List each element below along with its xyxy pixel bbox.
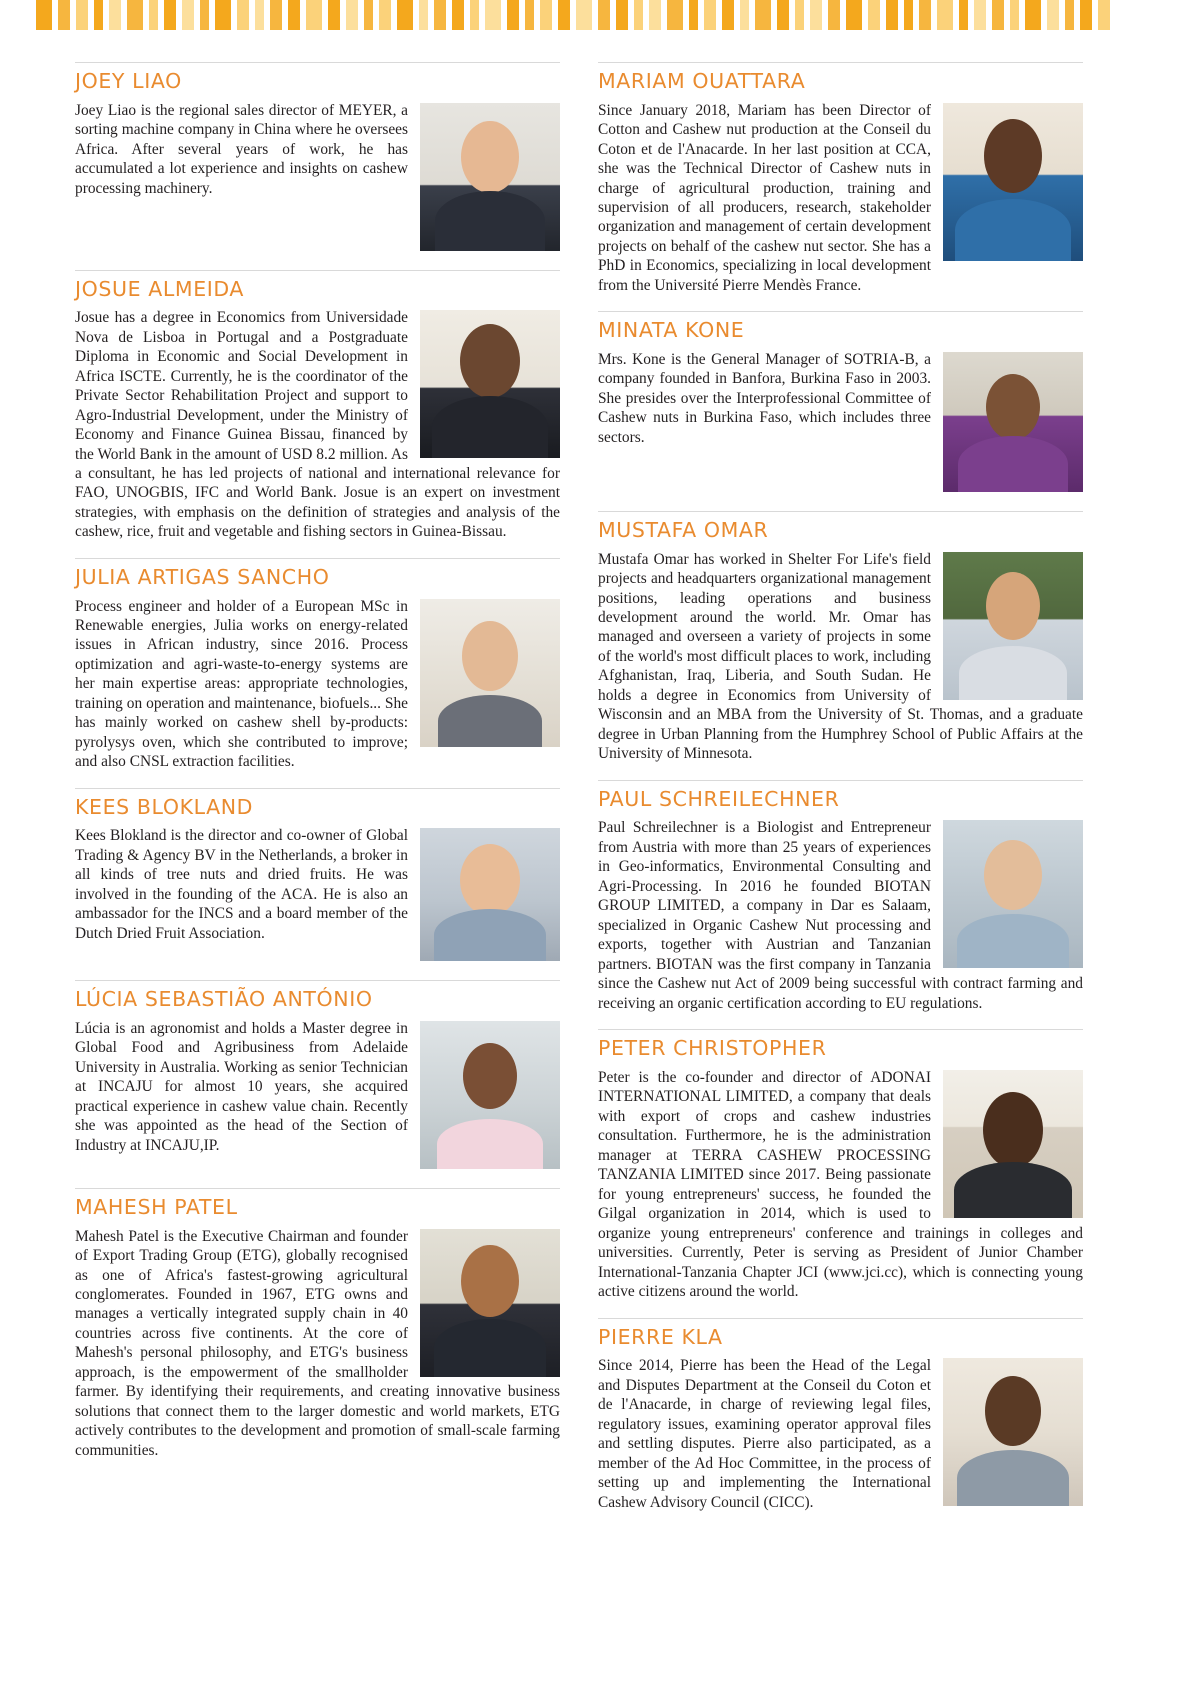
left-column <box>75 62 560 1528</box>
stripe-segment <box>485 0 501 30</box>
stripe-segment <box>270 0 282 30</box>
stripe-segment <box>200 0 209 30</box>
bio-text: Mrs. Kone is the General Manager of SOTRIA-B, a company founded in Banfora, Burkina Faso in 2003. She presides over the Interprofessional Committee of Cashew nuts in Burkina Faso, which includes three sectors. <box>598 350 931 446</box>
bio-entry-pierre-kla <box>598 1318 1083 1512</box>
stripe-segment <box>992 0 1004 30</box>
bio-name: MAHESH PATEL <box>75 1194 238 1219</box>
bio-entry-julia-artigas-sancho <box>75 558 560 772</box>
bio-name: JULIA ARTIGAS SANCHO <box>75 564 330 589</box>
divider <box>75 270 560 271</box>
stripe-segment <box>1080 0 1092 30</box>
bio-name: PAUL SCHREILECHNER <box>598 786 840 811</box>
stripe-segment <box>919 0 931 30</box>
bio-text: Josue has a degree in Economics from Universidade Nova de Lisboa in Portugal and a Postgraduate Diploma in Economic and Social Development in Africa ISCTE. Currently, he is the coordinator of the Private Sector Rehabilitation Project and support to Agro-Industrial Development, under the Ministry of Economy and Finance Guinea Bissau, financed by the World Bank in the amount of USD 8.2 million. As a consultant, he has led projects of national and international relevance for FAO, UNOGBIS, IFC and World Bank. Josue is an expert on investment strategies, with emphasis on the definition of strategies and analysis of the cashew, rice, fruit and vegetable and fishing sectors in Guinea-Bissau. <box>75 309 560 541</box>
portrait-face-shape <box>986 374 1040 440</box>
portrait-body-shape <box>957 914 1069 968</box>
stripe-segment <box>777 0 789 30</box>
stripe-segment <box>704 0 716 30</box>
stripe-segment <box>328 0 340 30</box>
stripe-segment <box>452 0 464 30</box>
stripe-segment <box>1065 0 1074 30</box>
portrait-joey-liao <box>420 103 560 251</box>
stripe-segment <box>127 0 143 30</box>
bio-entry-lucia-sebastiao-antonio <box>75 980 560 1172</box>
portrait-mariam-ouattara <box>943 103 1083 261</box>
stripe-segment <box>740 0 749 30</box>
portrait-josue-almeida <box>420 310 560 458</box>
stripe-segment <box>795 0 804 30</box>
stripe-segment <box>346 0 358 30</box>
portrait-face-shape <box>984 119 1042 193</box>
divider <box>75 558 560 559</box>
divider <box>598 780 1083 781</box>
bio-entry-minata-kone <box>598 311 1083 495</box>
stripe-segment <box>434 0 446 30</box>
bio-entry-peter-christopher <box>598 1029 1083 1301</box>
stripe-segment <box>616 0 628 30</box>
portrait-body-shape <box>957 1450 1069 1506</box>
bio-text: Since 2014, Pierre has been the Head of the Legal and Disputes Department at the Conseil du Coton et de l'Anacarde, in charge of reviewing legal files, regulatory issues, examining operator approval files and settling disputes. Pierre also participated, as a member of the Ad Hoc Committee, in the process of setting up and implementing the International Cashew Advisory Council (CICC). <box>598 1357 931 1511</box>
bio-entry-mariam-ouattara <box>598 62 1083 295</box>
portrait-body-shape <box>432 396 548 458</box>
bio-entry-josue-almeida <box>75 270 560 542</box>
stripe-segment <box>828 0 840 30</box>
divider <box>75 1188 560 1189</box>
stripe-segment <box>937 0 953 30</box>
portrait-body-shape <box>434 909 546 961</box>
bio-text: Lúcia is an agronomist and holds a Master degree in Global Food and Agribusiness from Adelaide University in Australia. Working as senior Technician at INCAJU for almost 10 years, she acquired practical experience in cashew value chain. Recently she was appointed as the head of the Section of Industry at INCAJU,IP. <box>75 1019 408 1154</box>
stripe-segment <box>1010 0 1019 30</box>
portrait-face-shape <box>462 621 518 691</box>
stripe-segment <box>886 0 898 30</box>
stripe-segment <box>846 0 862 30</box>
stripe-segment <box>576 0 592 30</box>
speaker-bios-page <box>0 62 1190 1528</box>
portrait-minata-kone <box>943 352 1083 492</box>
bio-text: Since January 2018, Mariam has been Director of Cotton and Cashew nut production at the Conseil du Coton et de l'Anacarde. In her last position at CCA, she was the Technical Director of Cashew nuts in charge of agricultural production, training and supervision of all producers, research, stakeholder organization and management of certain development projects on behalf of the cashew nut sector. She has a PhD in Economics, specializing in local development from the Université Pierre Mendès France. <box>598 101 931 294</box>
portrait-face-shape <box>460 844 520 916</box>
bio-entry-joey-liao <box>75 62 560 254</box>
stripe-segment <box>868 0 880 30</box>
bio-text: Paul Schreilechner is a Biologist and Entrepreneur from Austria with more than 25 years of experiences in Geo-informatics, Environmental Consulting and Agri-Processing. In 2016 he founded BIOTAN GROUP LIMITED, a company in Dar es Salaam, specialized in Organic Cashew Nut processing and exports, together with Austrian and Tanzanian partners. BIOTAN was the first company in Tanzania since the Cashew nut Act of 2009 being successful with contract farming and receiving an organic certification according to EU regulations. <box>598 819 1083 1012</box>
stripe-segment <box>540 0 552 30</box>
stripe-segment <box>379 0 391 30</box>
bio-entry-mustafa-omar <box>598 511 1083 764</box>
portrait-pierre-kla <box>943 1358 1083 1506</box>
divider <box>75 980 560 981</box>
bio-entry-mahesh-patel <box>75 1188 560 1460</box>
stripe-segment <box>1098 0 1110 30</box>
stripe-segment <box>306 0 322 30</box>
divider <box>598 1318 1083 1319</box>
stripe-segment <box>419 0 428 30</box>
portrait-face-shape <box>461 1245 519 1317</box>
bio-text: Process engineer and holder of a European MSc in Renewable energies, Julia works on energy-related issues in African industry, since 2016. Process optimization and agri-waste-to-energy systems are her main expertise areas: appropriate technologies, training on operation and maintenance, biofuels... She has mainly worked on cashew shell by-products: pyrolysys oven, which she contributed to improve; and also CNSL extraction facilities. <box>75 597 408 771</box>
portrait-face-shape <box>463 1043 517 1109</box>
stripe-segment <box>558 0 570 30</box>
bio-name: LÚCIA SEBASTIÃO ANTÓNIO <box>75 987 373 1012</box>
stripe-segment <box>1047 0 1059 30</box>
divider <box>75 62 560 63</box>
divider <box>598 311 1083 312</box>
stripe-segment <box>507 0 519 30</box>
stripe-segment <box>164 0 176 30</box>
portrait-paul-schreilechner <box>943 820 1083 968</box>
stripe-segment <box>76 0 88 30</box>
stripe-segment <box>959 0 968 30</box>
stripe-segment <box>364 0 373 30</box>
stripe-segment <box>722 0 734 30</box>
divider <box>598 1029 1083 1030</box>
portrait-face-shape <box>460 324 520 398</box>
right-column <box>598 62 1083 1528</box>
stripe-segment <box>598 0 610 30</box>
portrait-face-shape <box>983 1092 1043 1168</box>
portrait-body-shape <box>958 436 1068 492</box>
bio-text: Mahesh Patel is the Executive Chairman and founder of Export Trading Group (ETG), globally recognised as one of Africa's fastest-growing agricultural conglomerates. Founded in 1967, ETG owns and manages a vertically integrated supply chain in 40 countries across five continents. At the core of Mahesh's personal philosophy, and ETG's business approach, is the empowerment of the smallholder farmer. By identifying their requirements, and creating innovative business solutions that connect them to the larger domestic and world markets, ETG actively contributes to the development and promotion of small-scale farming communities. <box>75 1227 560 1459</box>
portrait-body-shape <box>435 191 545 251</box>
divider <box>598 62 1083 63</box>
bio-name: PETER CHRISTOPHER <box>598 1036 827 1061</box>
stripe-segment <box>810 0 822 30</box>
stripe-segment <box>974 0 986 30</box>
stripe-segment <box>237 0 249 30</box>
portrait-body-shape <box>954 1162 1072 1218</box>
stripe-segment <box>255 0 264 30</box>
portrait-mustafa-omar <box>943 552 1083 700</box>
portrait-face-shape <box>461 121 519 193</box>
divider <box>598 511 1083 512</box>
divider <box>75 788 560 789</box>
bio-name: MUSTAFA OMAR <box>598 517 769 542</box>
bio-text: Peter is the co-founder and director of ADONAI INTERNATIONAL LIMITED, a company that deals with export of crops and cashew industries consultation. Furthermore, he is the administration manager at TERRA CASHEW PROCESSING TANZANIA LIMITED since 2017. Being passionate for young entrepreneurs' success, he founded the Gilgal organization in 2014, which is used to organize young entrepreneurs' conference and trainings in colleges and universities. Currently, Peter is serving as President of Junior Chamber International-Tanzania Chapter JCI (www.jci.cc), which is connecting young active citizens around the world. <box>598 1068 1083 1301</box>
bio-name: JOEY LIAO <box>75 69 182 93</box>
stripe-segment <box>755 0 771 30</box>
decorative-top-stripe-bar <box>0 0 1190 30</box>
stripe-segment <box>109 0 121 30</box>
bio-name: KEES BLOKLAND <box>75 794 254 819</box>
stripe-segment <box>94 0 103 30</box>
portrait-body-shape <box>955 199 1071 261</box>
stripe-segment <box>1025 0 1041 30</box>
stripe-segment <box>288 0 300 30</box>
portrait-body-shape <box>438 695 542 747</box>
stripe-segment <box>470 0 479 30</box>
bio-entry-kees-blokland <box>75 788 560 965</box>
stripe-segment <box>182 0 194 30</box>
stripe-segment <box>397 0 413 30</box>
stripe-segment <box>525 0 534 30</box>
bio-text: Joey Liao is the regional sales director of MEYER, a sorting machine company in China where he oversees Africa. After several years of work, he has accumulated a lot experience and insights on cashew processing machinery. <box>75 101 408 197</box>
portrait-body-shape <box>434 1319 546 1377</box>
stripe-segment <box>649 0 661 30</box>
portrait-julia-artigas-sancho <box>420 599 560 747</box>
portrait-face-shape <box>984 840 1042 910</box>
bio-text: Mustafa Omar has worked in Shelter For Life's field projects and headquarters organizational management positions, leading operations and business development around the world. Mr. Omar has managed and overseen a variety of projects in some of the world's most difficult places to work, including Afghanistan, Iraq, Liberia, and South Sudan. He holds a degree in Economics from University of Wisconsin and an MBA from the University of St. Thomas, and a graduate degree in Urban Planning from the Humphrey School of Public Affairs at the University of Minnesota. <box>598 550 1083 763</box>
portrait-lucia-sebastiao-antonio <box>420 1021 560 1169</box>
bio-name: JOSUE ALMEIDA <box>75 276 245 301</box>
bio-entry-paul-schreilechner <box>598 780 1083 1013</box>
portrait-mahesh-patel <box>420 1229 560 1377</box>
stripe-segment <box>689 0 698 30</box>
stripe-segment <box>36 0 52 30</box>
stripe-segment <box>215 0 231 30</box>
stripe-segment <box>667 0 683 30</box>
bio-name: PIERRE KLA <box>598 1324 723 1349</box>
portrait-kees-blokland <box>420 828 560 961</box>
bio-name: MINATA KONE <box>598 318 745 343</box>
stripe-segment <box>634 0 643 30</box>
portrait-peter-christopher <box>943 1070 1083 1218</box>
portrait-face-shape <box>985 1376 1041 1446</box>
portrait-body-shape <box>959 646 1067 700</box>
portrait-body-shape <box>437 1119 543 1169</box>
bio-text: Kees Blokland is the director and co-owner of Global Trading & Agency BV in the Netherlands, a broker in all kinds of tree nuts and dried fruits. He was involved in the founding of the ACA. He is also an ambassador for the INCS and a board member of the Dutch Dried Fruit Association. <box>75 827 408 942</box>
stripe-segment <box>149 0 158 30</box>
stripe-segment <box>904 0 913 30</box>
portrait-face-shape <box>986 572 1040 640</box>
bio-name: MARIAM OUATTARA <box>598 69 806 93</box>
stripe-segment <box>58 0 70 30</box>
